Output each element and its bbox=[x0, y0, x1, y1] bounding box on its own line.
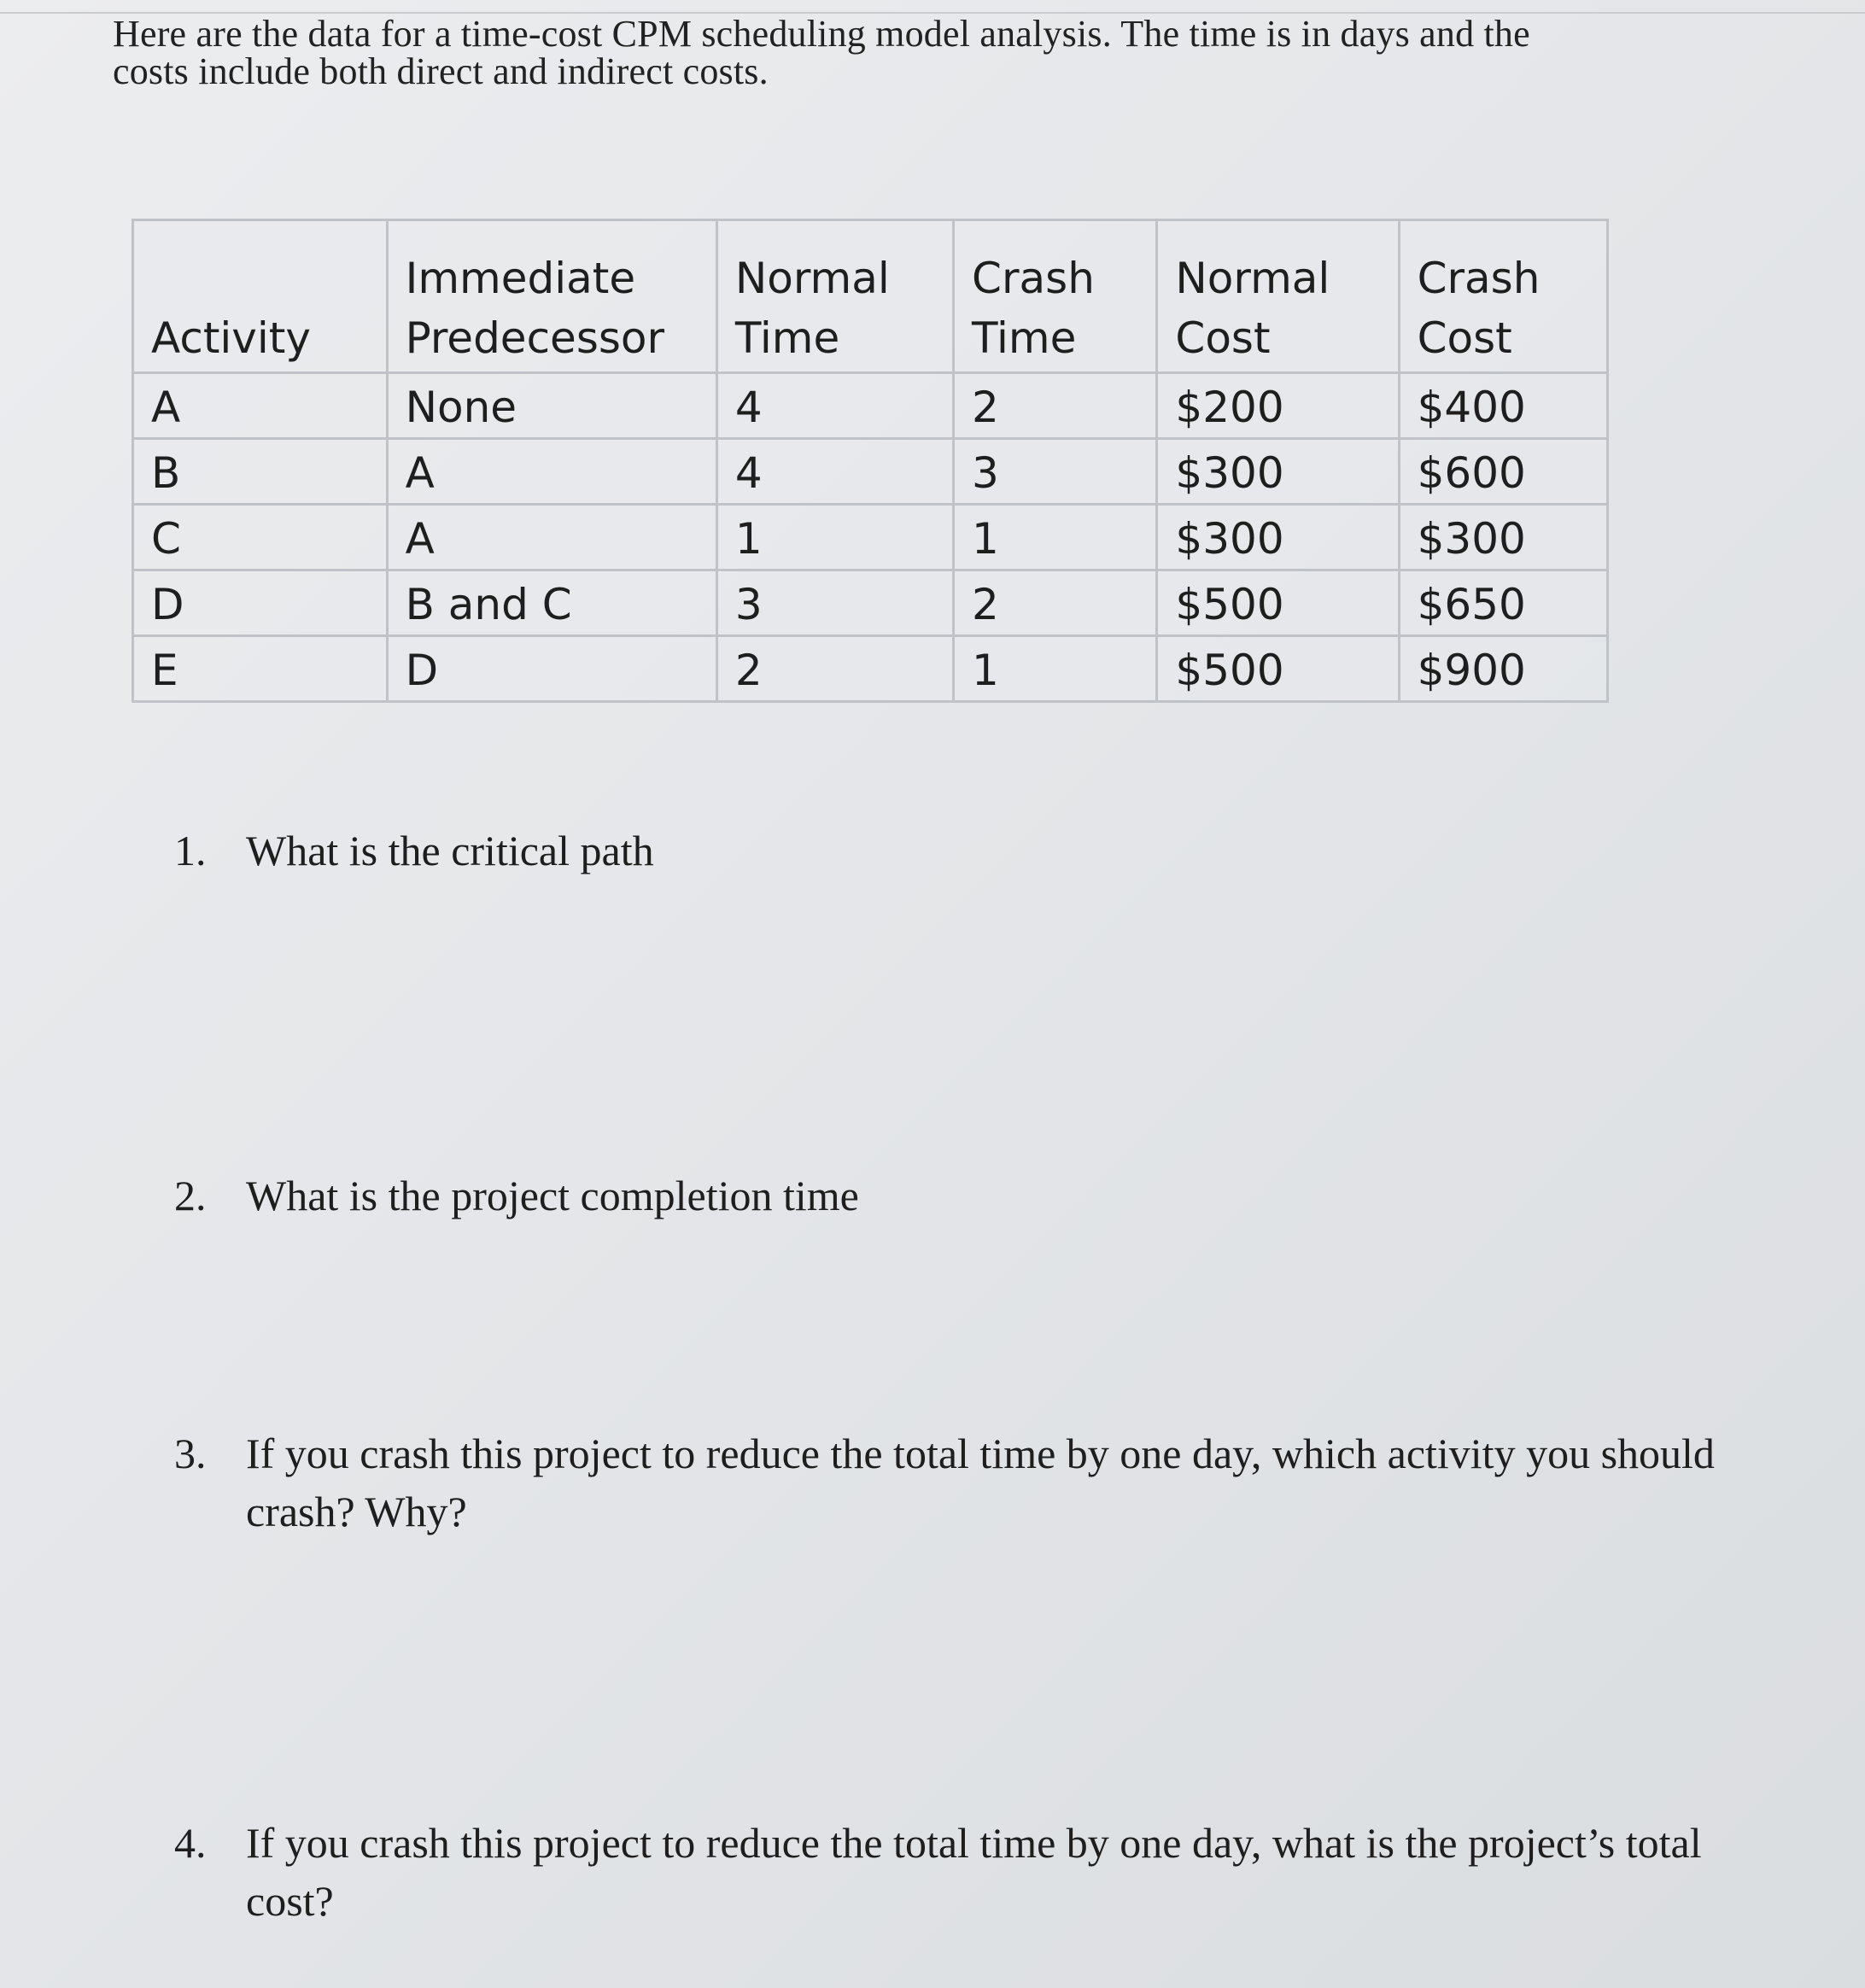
question-1 bbox=[174, 822, 1797, 880]
question-2 bbox=[174, 1166, 1797, 1225]
cell-predecessor: A bbox=[387, 505, 716, 570]
top-divider bbox=[0, 0, 1865, 14]
cell-normal-cost: $500 bbox=[1157, 570, 1399, 636]
cell-crash-cost: $400 bbox=[1399, 373, 1607, 439]
cell-normal-time: 4 bbox=[716, 373, 953, 439]
question-text-line-2: crash? Why? bbox=[246, 1488, 467, 1535]
cell-normal-time: 3 bbox=[716, 570, 953, 636]
cell-crash-time: 2 bbox=[954, 570, 1157, 636]
cell-crash-cost: $300 bbox=[1399, 505, 1607, 570]
cell-crash-time: 1 bbox=[954, 636, 1157, 702]
cell-normal-time: 2 bbox=[716, 636, 953, 702]
cell-normal-cost: $300 bbox=[1157, 505, 1399, 570]
cell-crash-cost: $650 bbox=[1399, 570, 1607, 636]
header-activity: Activity bbox=[133, 220, 388, 373]
question-text-line-1: If you crash this project to reduce the total time by one day, what is the project’s total bbox=[246, 1819, 1702, 1867]
cell-crash-cost: $900 bbox=[1399, 636, 1607, 702]
intro-line-1: Here are the data for a time-cost CPM scheduling model analysis. The time is in days and the bbox=[113, 13, 1530, 55]
table-row bbox=[133, 505, 1608, 570]
question-number: 4. bbox=[174, 1819, 207, 1867]
table-row bbox=[133, 373, 1608, 439]
cell-crash-time: 2 bbox=[954, 373, 1157, 439]
question-text-line-1: If you crash this project to reduce the total time by one day, which activity you should bbox=[246, 1430, 1715, 1477]
question-text: What is the critical path bbox=[246, 827, 654, 874]
cell-predecessor: D bbox=[387, 636, 716, 702]
cell-normal-cost: $300 bbox=[1157, 439, 1399, 505]
header-crash-cost: Crash Cost bbox=[1399, 220, 1607, 373]
cell-activity: E bbox=[133, 636, 388, 702]
cell-activity: A bbox=[133, 373, 388, 439]
table-row bbox=[133, 570, 1608, 636]
cell-crash-time: 1 bbox=[954, 505, 1157, 570]
cell-normal-time: 4 bbox=[716, 439, 953, 505]
question-text-line-2: cost? bbox=[246, 1877, 334, 1925]
intro-paragraph bbox=[113, 15, 1812, 91]
cell-normal-time: 1 bbox=[716, 505, 953, 570]
header-crash-time: Crash Time bbox=[954, 220, 1157, 373]
question-4 bbox=[174, 1814, 1797, 1930]
cell-predecessor: None bbox=[387, 373, 716, 439]
intro-line-2: costs include both direct and indirect costs. bbox=[113, 50, 769, 92]
cell-predecessor: A bbox=[387, 439, 716, 505]
cpm-data-table bbox=[132, 219, 1609, 703]
cell-normal-cost: $200 bbox=[1157, 373, 1399, 439]
question-text: What is the project completion time bbox=[246, 1172, 859, 1219]
question-3 bbox=[174, 1424, 1797, 1541]
cell-activity: B bbox=[133, 439, 388, 505]
question-number: 2. bbox=[174, 1172, 207, 1219]
header-normal-time: Normal Time bbox=[716, 220, 953, 373]
table-header-row bbox=[133, 220, 1608, 373]
cell-normal-cost: $500 bbox=[1157, 636, 1399, 702]
cell-crash-cost: $600 bbox=[1399, 439, 1607, 505]
cell-crash-time: 3 bbox=[954, 439, 1157, 505]
cell-predecessor: B and C bbox=[387, 570, 716, 636]
header-normal-cost: Normal Cost bbox=[1157, 220, 1399, 373]
header-predecessor: Immediate Predecessor bbox=[387, 220, 716, 373]
question-number: 1. bbox=[174, 827, 207, 874]
table-row bbox=[133, 636, 1608, 702]
cell-activity: D bbox=[133, 570, 388, 636]
cell-activity: C bbox=[133, 505, 388, 570]
table-row bbox=[133, 439, 1608, 505]
question-number: 3. bbox=[174, 1430, 207, 1477]
